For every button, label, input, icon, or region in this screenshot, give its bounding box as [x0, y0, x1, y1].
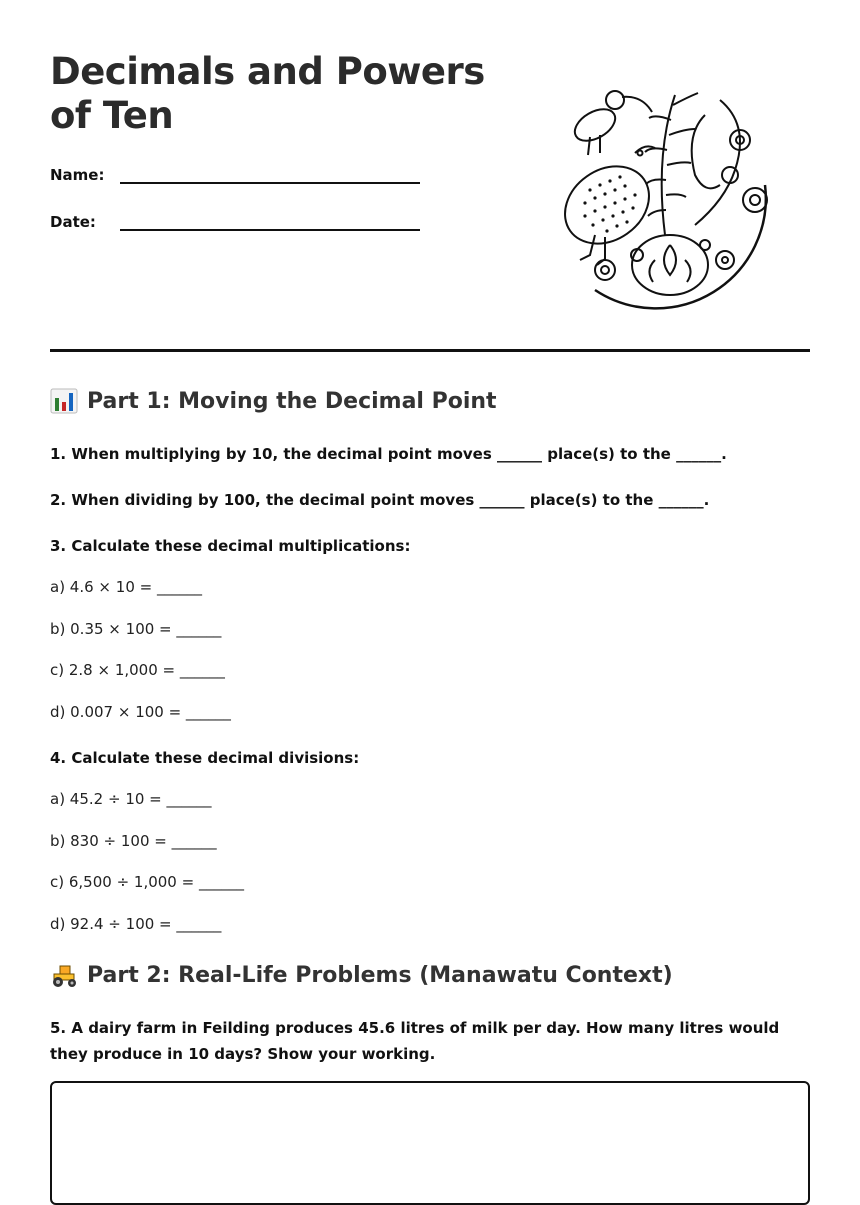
date-line[interactable]: [120, 211, 420, 231]
q3-item-c: c) 2.8 × 1,000 = ______: [50, 661, 225, 679]
q3-item-a: a) 4.6 × 10 = ______: [50, 578, 202, 596]
worksheet-page: [50, 0, 810, 1063]
q3-item-d: d) 0.007 × 100 = ______: [50, 703, 231, 721]
kiwi-fern-illustration: [555, 85, 777, 310]
worksheet-header: [50, 0, 810, 352]
part2-heading: [50, 962, 673, 988]
question-5: 5. A dairy farm in Feilding produces 45.6 litres of milk per day. How many litres would they produce in 10 days? Show your working.: [50, 1019, 780, 1063]
date-label: Date:: [50, 213, 96, 231]
q3-item-b: b) 0.35 × 100 = ______: [50, 620, 222, 638]
page-title: Decimals and Powers of Ten: [50, 50, 485, 137]
bar-chart-icon: [50, 388, 78, 414]
q4-item-d: d) 92.4 ÷ 100 = ______: [50, 915, 222, 933]
q4-item-c: c) 6,500 ÷ 1,000 = ______: [50, 873, 244, 891]
date-field: [50, 211, 420, 231]
part2-heading-text: Part 2: Real-Life Problems (Manawatu Context): [87, 962, 673, 988]
q4-item-b: b) 830 ÷ 100 = ______: [50, 832, 217, 850]
question-4: 4. Calculate these decimal divisions:: [50, 749, 360, 767]
answer-box-q5[interactable]: [50, 1081, 810, 1205]
part1-heading: [50, 388, 497, 414]
name-field: [50, 164, 420, 184]
part1-heading-text: Part 1: Moving the Decimal Point: [87, 388, 497, 414]
name-label: Name:: [50, 166, 105, 184]
name-line[interactable]: [120, 164, 420, 184]
question-1: 1. When multiplying by 10, the decimal point moves ______ place(s) to the ______.: [50, 445, 727, 463]
header-divider: [50, 349, 810, 352]
q4-item-a: a) 45.2 ÷ 10 = ______: [50, 790, 212, 808]
question-2: 2. When dividing by 100, the decimal point moves ______ place(s) to the ______.: [50, 491, 710, 509]
tractor-icon: [50, 962, 78, 988]
question-3: 3. Calculate these decimal multiplications:: [50, 537, 411, 555]
